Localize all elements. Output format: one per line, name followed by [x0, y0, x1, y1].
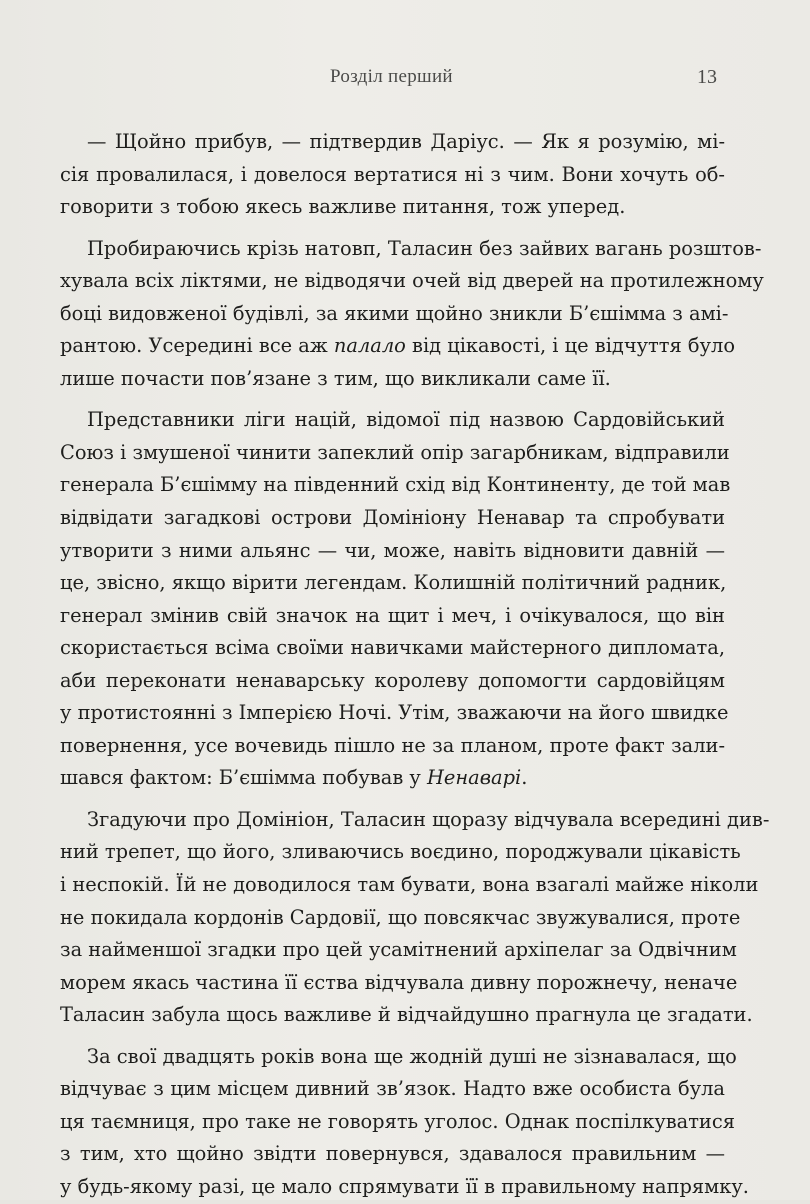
text-segment: Пробираючись крізь натовп, Таласин без зайвих вагань розштов-	[87, 236, 762, 260]
text-segment: Згадуючи про Домініон, Таласин щоразу відчувала всередині див-	[87, 807, 770, 831]
paragraph	[60, 126, 725, 224]
text-segment: хувала всіх ліктями, не відводячи очей від дверей на протилежному	[60, 269, 764, 293]
text-line	[60, 233, 762, 266]
text-line	[60, 404, 725, 437]
text-line	[60, 191, 725, 224]
paragraph	[60, 404, 731, 795]
text-segment: і неспокій. Їй не доводилося там бувати, вона взагалі майже ніколи	[60, 873, 759, 897]
text-segment: Таласин забула щось важливе й відчайдушно прагнула це згадати.	[60, 1003, 753, 1027]
paragraph-gap	[60, 395, 725, 404]
text-line	[60, 1106, 735, 1139]
text-line	[60, 836, 741, 869]
text-line	[60, 665, 725, 698]
text-segment: відчуває з цим місцем дивний зв’язок. Надто вже особиста була	[60, 1077, 725, 1101]
text-segment: лише почасти пов’язане з тим, що викликали саме її.	[60, 366, 611, 390]
text-line	[60, 535, 725, 568]
text-segment: боці видовженої будівлі, за якими щойно зникли Б’єшімма з амі-	[60, 301, 729, 325]
text-segment: повернення, усе вочевидь пішло не за планом, проте факт зали-	[60, 733, 725, 757]
text-segment: .	[521, 766, 528, 790]
text-line	[60, 999, 753, 1032]
text-segment: рантою. Усередині все аж	[60, 334, 334, 358]
text-line	[60, 469, 731, 502]
text-segment: генерала Б’єшімму на південний схід від Континенту, де той мав	[60, 473, 731, 497]
text-line	[60, 1041, 737, 1074]
text-segment: утворити з ними альянс — чи, може, навіть відновити давній —	[60, 538, 725, 562]
paragraph-gap	[60, 1032, 725, 1041]
text-line	[60, 934, 737, 967]
text-segment: за найменшої згадки про цей усамітнений архіпелаг за Одвічним	[60, 938, 737, 962]
text-line	[60, 363, 725, 396]
text-line	[60, 330, 735, 363]
italic-text: палало	[333, 334, 406, 358]
text-line	[60, 632, 725, 665]
text-line	[60, 265, 764, 298]
paragraph	[60, 1041, 749, 1204]
text-line	[60, 567, 725, 600]
text-segment: у будь-якому разі, це мало спрямувати її в правильному напрямку.	[60, 1174, 749, 1198]
text-segment: це, звісно, якщо вірити легендам. Колишній політичний радник,	[60, 571, 727, 595]
italic-text: Ненаварі	[427, 766, 522, 790]
text-line	[60, 1138, 725, 1171]
text-segment: відвідати загадкові острови Домініону Ненавар та спробувати	[60, 506, 725, 530]
text-segment: з тим, хто щойно звідти повернувся, здавалося правильним —	[60, 1142, 725, 1166]
running-head	[0, 66, 810, 96]
text-line	[60, 437, 730, 470]
text-segment: морем якась частина її єства відчувала дивну порожнечу, неначе	[60, 970, 738, 994]
text-line	[60, 126, 725, 159]
text-segment: За свої двадцять років вона ще жодній душі не зізнавалася, що	[87, 1044, 737, 1068]
text-segment: ця таємниця, про таке не говорять уголос. Однак поспілкуватися	[60, 1109, 735, 1133]
section-title: Розділ перший	[330, 66, 453, 87]
text-segment: — Щойно прибув, — підтвердив Даріус. — Як я розумію, мі-	[87, 130, 725, 153]
text-segment: від цікавості, і це відчуття було	[405, 334, 735, 358]
text-segment: не покидала кордонів Сардовії, що повсякчас звужувалися, проте	[60, 905, 741, 929]
paragraph-gap	[60, 224, 725, 233]
text-line	[60, 1171, 749, 1204]
text-segment: сія провалилася, і довелося вертатися ні з чим. Вони хочуть об-	[60, 162, 725, 186]
text-line	[60, 902, 741, 935]
text-line	[60, 502, 725, 535]
paragraph	[60, 804, 770, 1032]
text-segment: Представники ліги націй, відомої під назвою Сардовійський	[87, 408, 725, 432]
paragraph-gap	[60, 795, 725, 804]
text-line	[60, 1073, 725, 1106]
text-line	[60, 869, 759, 902]
text-segment: ний трепет, що його, зливаючись воєдино, породжували цікавість	[60, 840, 741, 864]
page-number: 13	[697, 66, 717, 88]
text-segment: у протистоянні з Імперією Ночі. Утім, зважаючи на його швидке	[60, 701, 729, 725]
text-line	[60, 298, 729, 331]
text-segment: шався фактом: Б’єшімма побував у	[60, 766, 428, 790]
text-line	[60, 762, 725, 795]
text-line	[60, 697, 729, 730]
text-segment: аби переконати ненаварську королеву допомогти сардовійцям	[60, 668, 725, 692]
body-text	[60, 126, 770, 1204]
text-line	[60, 600, 725, 633]
text-segment: говорити з тобою якесь важливе питання, тож уперед.	[60, 195, 626, 219]
paragraph	[60, 233, 764, 396]
text-segment: скористається всіма своїми навичками майстерного дипломата,	[60, 636, 725, 660]
text-line	[60, 730, 725, 763]
text-line	[60, 967, 738, 1000]
text-line	[60, 804, 770, 837]
text-segment: генерал змінив свій значок на щит і меч, і очікувалося, що він	[60, 603, 725, 627]
text-line	[60, 159, 725, 192]
text-segment: Союз і змушеної чинити запеклий опір загарбникам, відправили	[60, 440, 730, 464]
